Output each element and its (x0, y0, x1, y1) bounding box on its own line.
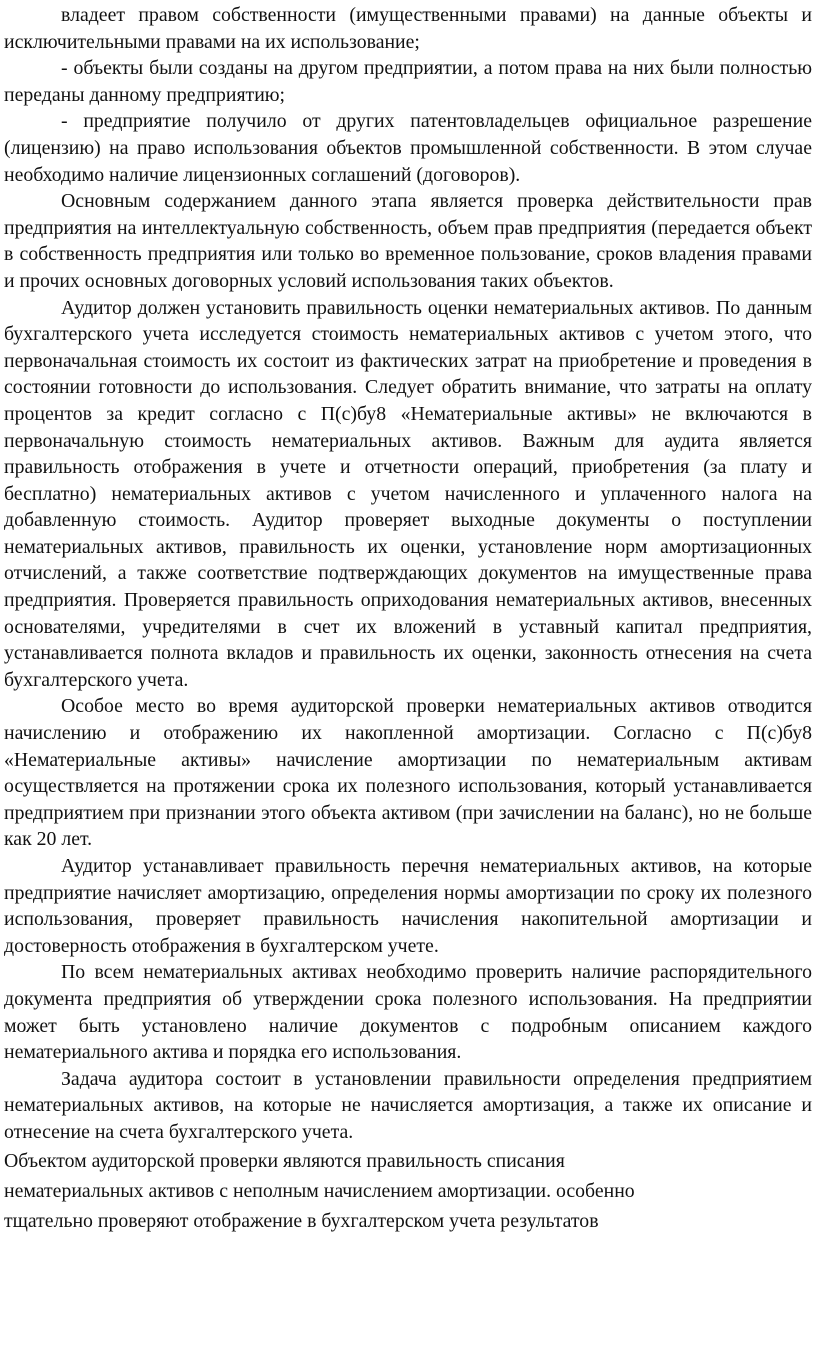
paragraph-auditor-task: Задача аудитора состоит в установлении правильности определения предприятием нематериальных активов, на которые не начисляется амортизация, а также их описание и отнесение на счета бухгалтерского учета. (4, 1067, 812, 1143)
document-page (4, 2, 812, 1236)
paragraph-valuation: Аудитор должен установить правильность оценки нематериальных активов. По данным бухгалтерского учета исследуется стоимость нематериальных активов с учетом этого, что первоначальная стоимость их состоит из фактических затрат на приобретение и проведения в состоянии готовности до использования. Следует обратить внимание, что затраты на оплату процентов за кредит согласно с П(с)бу8 «Нематериальные активы» не включаются в первоначальную стоимость нематериальных активов. Важным для аудита является правильность отображения в учете и отчетности операций, приобретения (за плату и бесплатно) нематериальных активов с учетом начисленного и уплаченного налога на добавленную стоимость. Аудитор проверяет выходные документы о поступлении нематериальных активов, правильность их оценки, установление норм амортизационных отчислений, а также соответствие подтверждающих документов на имущественные права предприятия. Проверяется правильность оприходования нематериальных активов, внесенных основателями, учредителями в счет их вложений в уставный капитал предприятия, устанавливается полнота вкладов и правильность их оценки, законность отнесения на счета бухгалтерского учета. (4, 296, 812, 691)
tail-line: нематериальных активов с неполным начислением амортизации. особенно (4, 1179, 635, 1202)
paragraph-license: - предприятие получило от других патентовладельцев официальное разрешение (лицензию) на право использования объектов промышленной собственности. В этом случае необходимо наличие лицензионных соглашений (договоров). (4, 110, 812, 186)
tail-line: Объектом аудиторской проверки являются правильность списания (4, 1149, 565, 1172)
paragraph-useful-life-document: По всем нематериальных активах необходимо проверить наличие распорядительного документа предприятия об утверждении срока полезного использования. На предприятии может быть установлено наличие документов с подробным описанием каждого нематериального актива и порядка его использования. (4, 961, 812, 1064)
paragraph-stage-content: Основным содержанием данного этапа является проверка действительности прав предприятия на интеллектуальную собственность, объем прав предприятия (передается объект в собственность предприятия или только во временное пользование, сроков владения правами и прочих основных договорных условий использования таких объектов. (4, 190, 812, 292)
paragraph-amortization: Особое место во время аудиторской проверки нематериальных активов отводится начислению и отображению их накопленной амортизации. Согласно с П(с)бу8 «Нематериальные активы» начисление амортизации по нематериальным активам осуществляется на протяжении срока их полезного использования, который устанавливается предприятием при признании этого объекта активом (при зачислении на баланс), но не больше как 20 лет. (4, 695, 812, 851)
tail-line: тщательно проверяют отображение в бухгалтерском учета результатов (4, 1209, 599, 1232)
paragraph-objects-created-elsewhere: - объекты были созданы на другом предприятии, а потом права на них были полностью переданы данному предприятию; (4, 57, 812, 106)
paragraph-ownership-rights: владеет правом собственности (имущественными правами) на данные объекты и исключительными правами на их использование; (4, 4, 812, 53)
tail-block (4, 1146, 812, 1236)
paragraph-auditor-list: Аудитор устанавливает правильность перечня нематериальных активов, на которые предприятие начисляет амортизацию, определения нормы амортизации по сроку их полезного использования, проверяет правильность начисления накопительной амортизации и достоверность отображения в бухгалтерском учете. (4, 855, 812, 957)
